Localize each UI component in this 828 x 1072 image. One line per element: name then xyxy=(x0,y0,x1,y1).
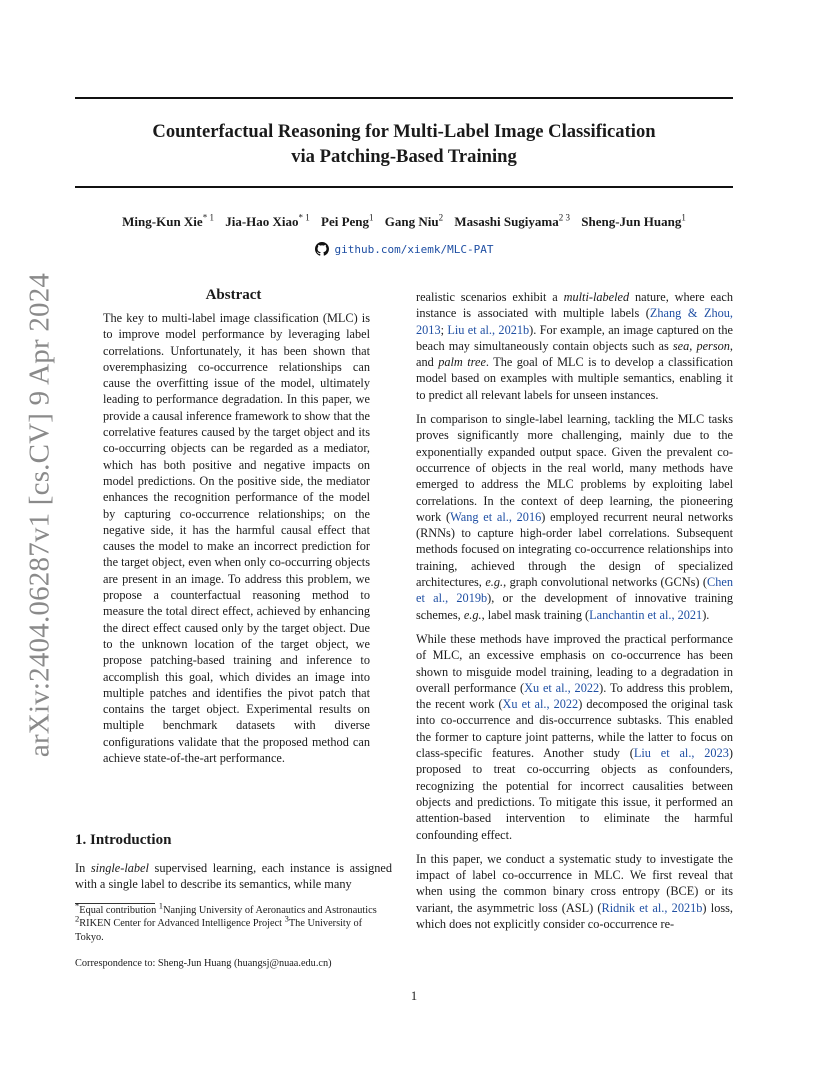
page-number: 1 xyxy=(410,989,418,1003)
author: Masashi Sugiyama$^{2 3}$ xyxy=(454,212,570,229)
author-list xyxy=(75,214,733,230)
author: Sheng-Jun Huang$^1$ xyxy=(581,212,686,229)
citation-link[interactable]: Chen et al., 2019b xyxy=(416,575,733,606)
author: Ming-Kun Xie$^{* 1}$ xyxy=(122,212,214,229)
author: Gang Niu$^2$ xyxy=(384,212,444,229)
citation-link[interactable]: Zhang & Zhou, 2013 xyxy=(416,306,733,337)
github-link[interactable] xyxy=(75,242,733,256)
abstract-heading: Abstract xyxy=(205,287,262,303)
abstract-text: The key to multi-label image classification (MLC) is to improve model performance by leveraging label correlations. Unfortunately, it has been shown that overemphasizing co-occurrence relationships can cause the overfitting issue of the model, ultimately leading to performance degradation. In this paper, we provide a causal inference framework to show that the correlative features caused by the target object and its co-occurring objects can be regarded as a mediator, which has both positive and negative impacts on model predictions. On the positive side, the mediator enhances the recognition performance of the model by capturing co-occurrence relationships; on the negative side, it has the harmful causal effect that causes the model to make an incorrect prediction for the target object, even when only co-occurring objects are present in an image. To address this problem, we propose a counterfactual reasoning method to measure the total direct effect, achieved by enhancing the direct effect caused only by the target object. Due to the unknown location of the target object, we propose patching-based training and inference to accomplish this goal, which divides an image into multiple patches and identifies the pivot patch that contains the target object. Experimental results on multiple benchmark datasets with diverse configurations validate that the proposed method can achieve state-of-the-art performance. xyxy=(103,311,371,766)
github-url[interactable]: github.com/xiemk/MLC-PAT xyxy=(334,243,494,256)
right-column xyxy=(416,289,733,932)
citation-link[interactable]: Xu et al., 2022 xyxy=(524,680,600,695)
left-column xyxy=(75,287,392,766)
paragraph: In comparison to single-label learning, tackling the MLC tasks proves significantly more challenging, mainly due to the exponentially expanded output space. Given the prevalent co-occurrence of objects in the real world, many methods have emerged to address the MLC problems by exploiting label correlations. In the context of deep learning, the pioneering work (Wang et al., 2016) employed recurrent neural networks (RNNs) to capture high-order label correlations. Subsequent methods focused on integrating co-occurrence relationships into training, achieved through the design of specialized architectures, e.g., graph convolutional networks (GCNs) (Chen et al., 2019b), or the development of innovative training schemes, e.g., label mask training (Lanchantin et al., 2021). xyxy=(416,412,734,622)
citation-link[interactable]: Ridnik et al., 2021b xyxy=(601,900,703,915)
citation-link[interactable]: Wang et al., 2016 xyxy=(450,509,542,524)
top-rule xyxy=(75,97,733,99)
citation-link[interactable]: Liu et al., 2021b xyxy=(447,322,530,337)
github-icon xyxy=(315,242,329,256)
paragraph: In this paper, we conduct a systematic study to investigate the impact of label co-occurrence in MLC. We first reveal that when using the common binary cross entropy (BCE) or its variant, the asymmetric loss (ASL) (Ridnik et al., 2021b) loss, which does not explicitly consider co-occurrence re- xyxy=(416,851,733,931)
intro-paragraph: In single-label supervised learning, each instance is assigned with a single label to describe its semantics, while many xyxy=(75,861,392,892)
citation-link[interactable]: Liu et al., 2023 xyxy=(633,746,729,761)
author: Jia-Hao Xiao$^{* 1}$ xyxy=(225,212,310,229)
author: Pei Peng$^1$ xyxy=(321,212,374,229)
citation-link[interactable]: Xu et al., 2022 xyxy=(502,697,579,712)
title-line-2: via Patching-Based Training xyxy=(291,146,517,167)
intro-heading: 1. Introduction xyxy=(75,832,172,848)
title-bottom-rule xyxy=(75,186,733,188)
title-line-1: Counterfactual Reasoning for Multi-Label Image Classification xyxy=(152,121,656,142)
citation-link[interactable]: Lanchantin et al., 2021 xyxy=(589,607,703,622)
paper-title xyxy=(75,119,733,169)
footnote: *Equal contribution $^1$Nanjing University of Aeronautics and Astronautics $^2$RIKEN Center for Advanced Intelligence Project $^3$The University of Tokyo. xyxy=(75,900,377,943)
intro-left-text xyxy=(75,860,392,893)
paragraph: realistic scenarios exhibit a multi-labeled nature, where each instance is associated with multiple labels (Zhang & Zhou, 2013; Liu et al., 2021b). For example, an image captured on the beach may simultaneously contain objects such as sea, person, and palm tree. The goal of MLC is to develop a classification model based on examples with multiple semantics, enabling it to predict all relevant labels for unseen instances. xyxy=(416,290,733,402)
arxiv-id: arXiv:2404.06287v1 [cs.CV] 9 Apr 2024 xyxy=(23,272,56,758)
paragraph: While these methods have improved the practical performance of MLC, an excessive emphasis on co-occurrence has been shown to misguide model training, leading to a degradation in overall performance (Xu et al., 2022). To address this problem, the recent work (Xu et al., 2022) decomposed the original task into co-occurrence and dis-occurrence subtasks. This enabled the former to capture joint patterns, while the latter to focus on class-specific features. Another study (Liu et al., 2023) proposed to treat co-occurring objects as confounders, recognizing the potential for incorrect causalities between objects and predictions. To mitigate this issue, it performed an attention-based intervention to eliminate the harmful confounding effect. xyxy=(416,631,734,842)
correspondence: Correspondence to: Sheng-Jun Huang (huangsj@nuaa.edu.cn) xyxy=(75,958,332,969)
